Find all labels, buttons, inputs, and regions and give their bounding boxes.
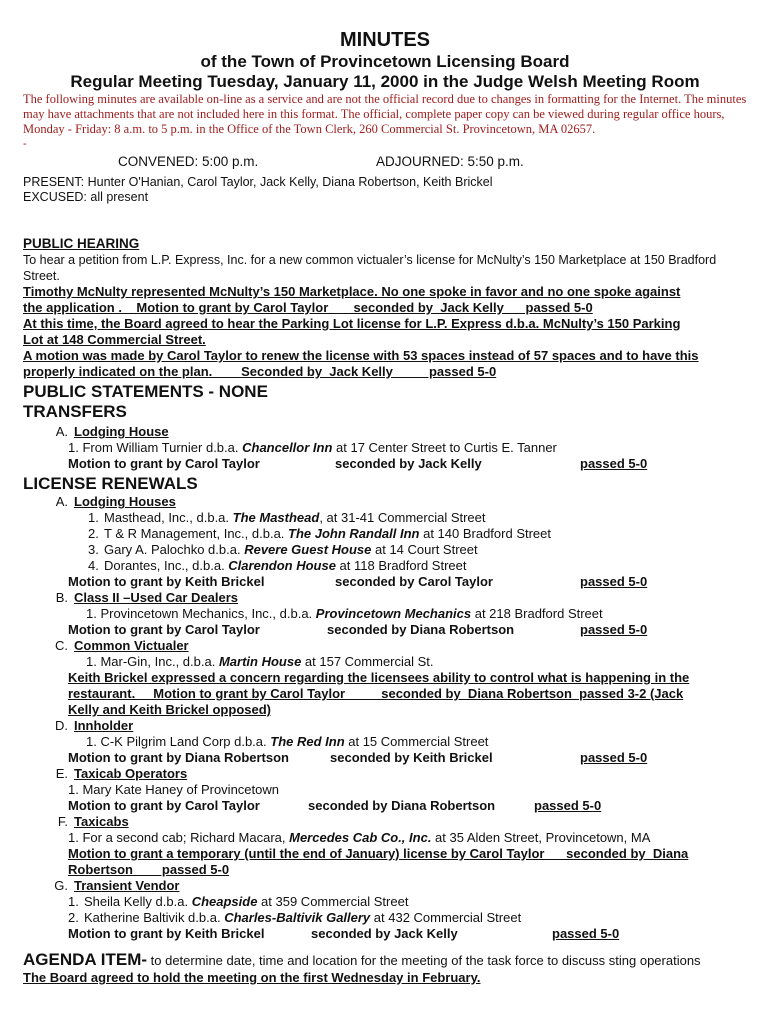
attendance: [23, 175, 492, 205]
innholder-title: Innholder: [74, 718, 134, 733]
item-address: at 15 Commercial Street: [344, 734, 489, 749]
agenda-conclusion: The Board agreed to hold the meeting on the first Wednesday in February.: [23, 970, 481, 985]
parking-second-line: properly indicated on the plan. Seconded by Jack Kelly passed 5-0: [23, 364, 497, 379]
item-text: 1. From William Turnier d.b.a.: [68, 440, 243, 455]
renewal-transient-vendor: [23, 878, 753, 894]
list-letter: G.: [54, 878, 68, 893]
public-statements-heading: PUBLIC STATEMENTS - NONE: [23, 382, 268, 401]
motion-text: Motion to grant by Keith Brickel: [68, 574, 265, 589]
list-item: [88, 526, 753, 542]
list-letter: E.: [55, 766, 68, 781]
agenda-item-section: [23, 950, 753, 986]
motion-text: Motion to grant by Carol Taylor: [68, 456, 260, 471]
transfer-item: [23, 440, 753, 456]
business-name: The Red Inn: [270, 734, 345, 749]
transfer-lodging-house: [23, 424, 753, 440]
business-name: The Masthead: [232, 510, 320, 525]
list-letter: A.: [55, 424, 68, 439]
taxicab-operator-item: 1. Mary Kate Haney of Provincetown: [68, 782, 279, 797]
parking-motion-line: A motion was made by Carol Taylor to renew the license with 53 spaces instead of 57 spaces and to have this: [23, 348, 699, 363]
motion-text: Motion to grant by Carol Taylor: [68, 622, 260, 637]
adjourned-time: ADJOURNED: 5:50 p.m.: [376, 154, 524, 169]
business-name: Revere Guest House: [244, 542, 372, 557]
business-name: Cheapside: [191, 894, 258, 909]
separator-dash: -: [23, 138, 27, 150]
used-car-title: Class II –Used Car Dealers: [74, 590, 239, 605]
public-hearing-heading: PUBLIC HEARING: [23, 236, 140, 251]
taxicab-operators-motion-row: [23, 798, 753, 814]
license-renewals-section: [23, 474, 753, 942]
transfers-heading: TRANSFERS: [23, 402, 127, 421]
list-letter: B.: [55, 590, 68, 605]
agenda-label: AGENDA ITEM-: [23, 950, 148, 969]
taxicabs-title: Taxicabs: [74, 814, 129, 829]
common-victualer-item: [23, 654, 753, 670]
common-victualer-motion: restaurant. Motion to grant by Carol Taylor seconded by Diana Robertson passed 3-2 (Jack: [68, 686, 684, 701]
renewal-taxicab-operators: [23, 766, 753, 782]
item-text: 1. For a second cab; Richard Macara,: [68, 830, 290, 845]
item-address: at 157 Commercial St.: [301, 654, 434, 669]
second-text: seconded by Keith Brickel: [330, 750, 493, 765]
item-number: 1.: [88, 510, 99, 525]
list-item: [68, 910, 753, 926]
common-victualer-title: Common Victualer: [74, 638, 189, 653]
item-text: 1. Mar-Gin, Inc., d.b.a.: [86, 654, 219, 669]
opposed-note: Kelly and Keith Brickel opposed): [68, 702, 271, 717]
document-subtitle: of the Town of Provincetown Licensing Board: [200, 52, 570, 71]
item-number: 2.: [88, 526, 99, 541]
motion-text: Motion to grant by Diana Robertson: [68, 750, 289, 765]
second-text: seconded by Jack Kelly: [311, 926, 458, 941]
motion-text: Motion to grant by Keith Brickel: [68, 926, 265, 941]
list-letter: A.: [55, 494, 68, 509]
item-address: at 17 Center Street to Curtis E. Tanner: [332, 440, 557, 455]
second-text: seconded by Carol Taylor: [335, 574, 493, 589]
business-name: Martin House: [218, 654, 302, 669]
business-name: Provincetown Mechanics: [315, 606, 472, 621]
innholder-motion-row: [23, 750, 753, 766]
agenda-line: [23, 950, 753, 970]
public-hearing-section: [23, 236, 753, 380]
item-address: , at 31-41 Commercial Street: [319, 510, 486, 525]
item-text: Masthead, Inc., d.b.a.: [104, 510, 233, 525]
item-number: 3.: [88, 542, 99, 557]
second-text: seconded by Jack Kelly: [335, 456, 482, 471]
item-address: at 35 Alden Street, Provincetown, MA: [431, 830, 651, 845]
taxicab-item: [23, 830, 753, 846]
transient-vendor-motion-row: [23, 926, 753, 942]
transfers-section: [23, 402, 753, 472]
vote-result: passed 5-0: [534, 798, 602, 813]
parking-lot-line: At this time, the Board agreed to hear the Parking Lot license for L.P. Express d.b.a. McNulty’s 150 Parking: [23, 316, 681, 331]
hearing-motion-line: the application . Motion to grant by Carol Taylor seconded by Jack Kelly passed 5-0: [23, 300, 593, 315]
used-car-item: [23, 606, 753, 622]
present-list: PRESENT: Hunter O'Hanian, Carol Taylor, Jack Kelly, Diana Robertson, Keith Brickel: [23, 175, 493, 189]
business-name: Mercedes Cab Co., Inc.: [289, 830, 432, 845]
item-number: 2.: [68, 910, 79, 925]
taxicab-second-line: Robertson passed 5-0: [68, 862, 230, 877]
renewals-heading: LICENSE RENEWALS: [23, 474, 198, 493]
item-text: 1. C-K Pilgrim Land Corp d.b.a.: [86, 734, 271, 749]
innholder-item: [23, 734, 753, 750]
item-text: Sheila Kelly d.b.a.: [84, 894, 192, 909]
item-number: 1.: [68, 894, 79, 909]
business-name: Charles-Baltivik Gallery: [224, 910, 371, 925]
concern-line: Keith Brickel expressed a concern regarding the licensees ability to control what is happening in the: [68, 670, 690, 685]
item-text: T & R Management, Inc., d.b.a.: [104, 526, 289, 541]
list-letter: D.: [55, 718, 68, 733]
vote-result: passed 5-0: [580, 622, 648, 637]
motion-text: Motion to grant by Carol Taylor: [68, 798, 260, 813]
taxicab-operators-title: Taxicab Operators: [74, 766, 188, 781]
item-number: 4.: [88, 558, 99, 573]
item-address: at 359 Commercial Street: [257, 894, 409, 909]
renewal-lodging-title: Lodging Houses: [74, 494, 176, 509]
vote-result: passed 5-0: [580, 750, 648, 765]
item-text: Gary A. Palochko d.b.a.: [104, 542, 245, 557]
agenda-text: to determine date, time and location for the meeting of the task force to discuss sting operations: [147, 953, 701, 968]
renewal-innholder: [23, 718, 753, 734]
list-item: [68, 894, 753, 910]
item-address: at 432 Commercial Street: [370, 910, 522, 925]
transient-vendor-title: Transient Vendor: [74, 878, 180, 893]
convened-time: CONVENED: 5:00 p.m.: [118, 154, 259, 169]
list-item: [88, 558, 753, 574]
list-item: [88, 542, 753, 558]
lodging-houses-list: [23, 510, 753, 574]
item-address: at 140 Bradford Street: [419, 526, 552, 541]
transient-vendor-list: [23, 894, 753, 926]
second-text: seconded by Diana Robertson: [308, 798, 496, 813]
transfer-lodging-title: Lodging House: [74, 424, 169, 439]
parking-lot-address: Lot at 148 Commercial Street.: [23, 332, 206, 347]
vote-result: passed 5-0: [580, 574, 648, 589]
transfer-motion-row: [23, 456, 753, 472]
item-text: Katherine Baltivik d.b.a.: [84, 910, 225, 925]
excused-list: EXCUSED: all present: [23, 190, 149, 204]
renewal-lodging-houses: [23, 494, 753, 510]
business-name: Clarendon House: [228, 558, 336, 573]
lodging-motion-row: [23, 574, 753, 590]
public-hearing-text: To hear a petition from L.P. Express, Inc. for a new common victualer’s license for McNulty’s 150 Marketplace at 150 Bradford Street.: [23, 253, 717, 283]
item-text: 1. Provincetown Mechanics, Inc., d.b.a.: [86, 606, 316, 621]
list-item: [88, 510, 753, 526]
list-letter: C.: [55, 638, 68, 653]
item-address: at 14 Court Street: [371, 542, 478, 557]
taxicab-motion-line: Motion to grant a temporary (until the end of January) license by Carol Taylor seconded by Diana: [68, 846, 689, 861]
vote-result: passed 5-0: [580, 456, 648, 471]
second-text: seconded by Diana Robertson: [327, 622, 515, 637]
item-address: at 218 Bradford Street: [471, 606, 603, 621]
item-address: at 118 Bradford Street: [335, 558, 467, 573]
used-car-motion-row: [23, 622, 753, 638]
vote-result: passed 5-0: [552, 926, 620, 941]
meeting-description: Regular Meeting Tuesday, January 11, 2000 in the Judge Welsh Meeting Room: [70, 72, 700, 91]
renewal-taxicabs: [23, 814, 753, 830]
hearing-statement-line: Timothy McNulty represented McNulty’s 150 Marketplace. No one spoke in favor and no one spoke against: [23, 284, 681, 299]
online-disclaimer: The following minutes are available on-line as a service and are not the official record due to changes in formatting for the Internet. The minutes may have attachments that are not included here in this format. The official, complete paper copy can be viewed during regular office hours, Monday - Friday: 8 a.m. to 5 p.m. in the Office of the Town Clerk, 260 Commercial St. Provincetown, MA 02657.: [23, 92, 747, 136]
item-text: Dorantes, Inc., d.b.a.: [104, 558, 229, 573]
renewal-common-victualer: [23, 638, 753, 654]
document-title: MINUTES: [340, 29, 430, 51]
renewal-used-car: [23, 590, 753, 606]
list-letter: F.: [57, 814, 68, 829]
business-name: Chancellor Inn: [242, 440, 333, 455]
business-name: The John Randall Inn: [288, 526, 420, 541]
